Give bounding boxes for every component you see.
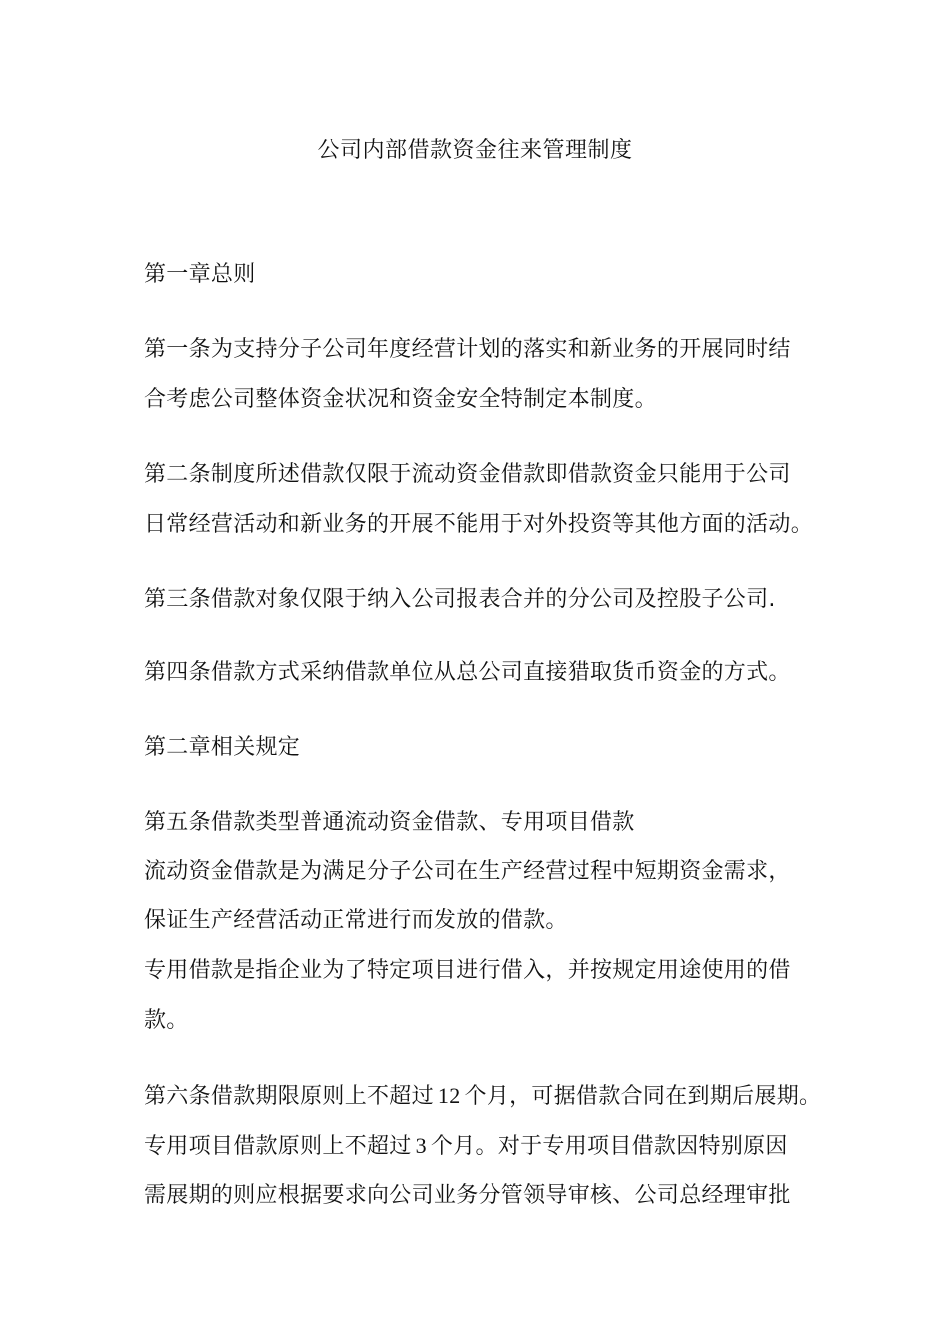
- article-2-line-2: 日常经营活动和新业务的开展不能用于对外投资等其他方面的活动。: [144, 512, 814, 537]
- article-6-line-3: 需展期的则应根据要求向公司业务分管领导审核、公司总经理审批: [144, 1183, 791, 1208]
- article-6-line-1: [144, 1081, 821, 1112]
- chapter-1-heading: 第一章总则: [144, 262, 256, 287]
- article-5-line-3: 保证生产经营活动正常进行而发放的借款。: [144, 908, 568, 933]
- article-3: 第三条借款对象仅限于纳入公司报表合并的分公司及控股子公司.: [144, 587, 776, 612]
- document-title: 公司内部借款资金往来管理制度: [317, 138, 633, 163]
- article-5-line-5: 款。: [144, 1008, 189, 1033]
- article-6-line-2-start: 专用项目借款原则上不超过: [144, 1134, 412, 1159]
- article-6-line-2: [144, 1131, 788, 1162]
- article-6-special-month-limit: 3: [415, 1133, 427, 1158]
- article-6-line-1-end: 个月，可据借款合同在到期后展期。: [464, 1084, 822, 1109]
- article-1-line-1: 第一条为支持分子公司年度经营计划的落实和新业务的开展同时结: [144, 337, 791, 362]
- article-6-line-1-start: 第六条借款期限原则上不超过: [144, 1084, 434, 1109]
- article-5-line-4: 专用借款是指企业为了特定项目进行借入，并按规定用途使用的借: [144, 958, 791, 983]
- article-2-line-1: 第二条制度所述借款仅限于流动资金借款即借款资金只能用于公司: [144, 462, 791, 487]
- article-5-line-1: 第五条借款类型普通流动资金借款、专用项目借款: [144, 810, 635, 835]
- chapter-2-heading: 第二章相关规定: [144, 735, 301, 760]
- article-1-line-2: 合考虑公司整体资金状况和资金安全特制定本制度。: [144, 387, 657, 412]
- article-6-line-2-end: 个月。对于专用项目借款因特别原因: [430, 1134, 788, 1159]
- article-4: 第四条借款方式采纳借款单位从总公司直接猎取货币资金的方式。: [144, 660, 791, 685]
- article-5-line-2: 流动资金借款是为满足分子公司在生产经营过程中短期资金需求，: [144, 859, 791, 884]
- article-6-month-limit: 12: [437, 1083, 461, 1108]
